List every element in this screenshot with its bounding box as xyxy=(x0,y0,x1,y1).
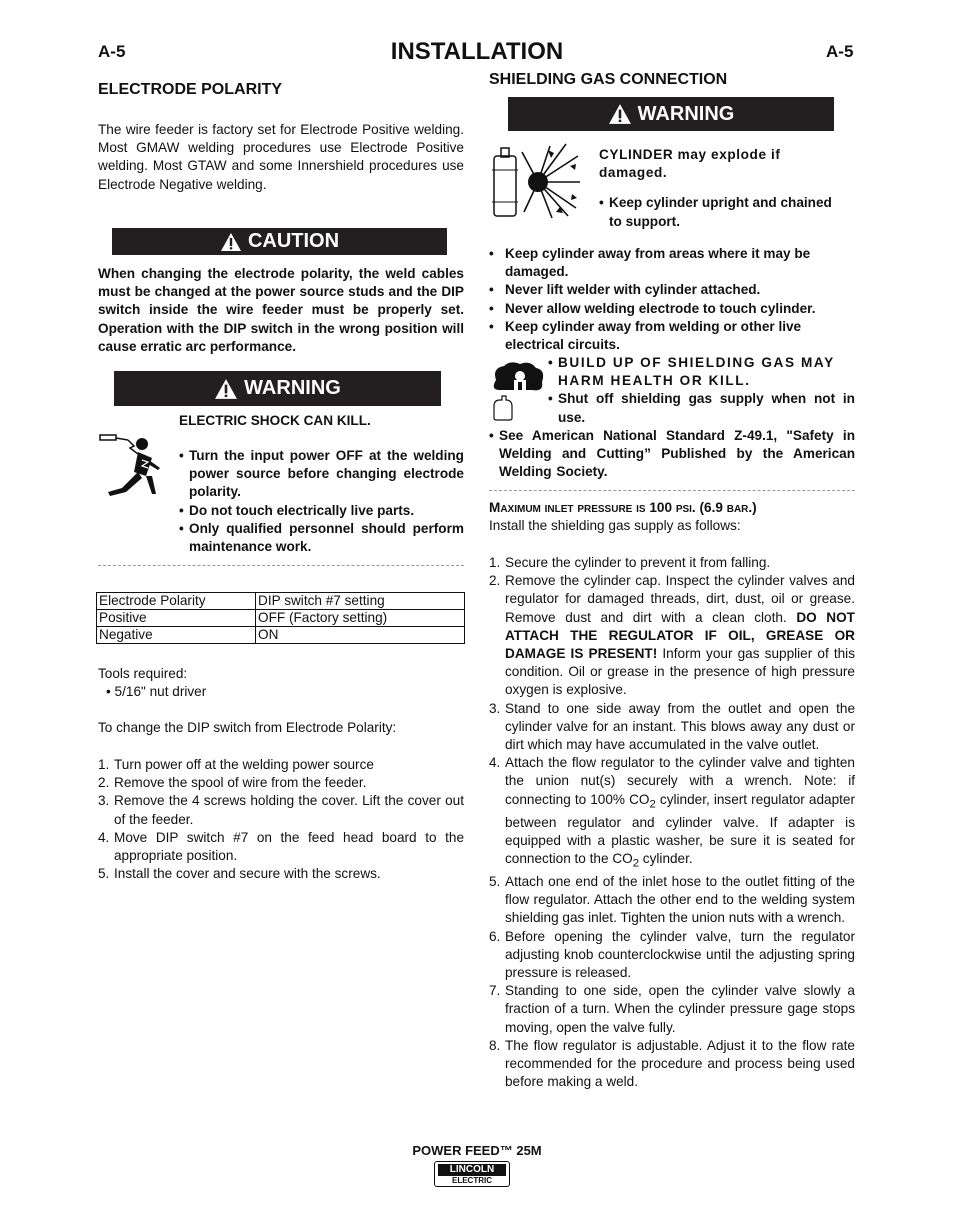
table-row xyxy=(97,593,465,610)
list-item: • Never allow welding electrode to touch cylinder. xyxy=(489,300,816,316)
table-cell: OFF (Factory setting) xyxy=(256,610,465,627)
list-item: • Only qualified personnel should perform maintenance work. xyxy=(179,520,464,555)
table-header-cell: DIP switch #7 setting xyxy=(256,593,465,610)
caution-text: When changing the electrode polarity, the weld cables must be changed at the power source studs and the DIP switch inside the wire feeder must be properly set. Operation with the DIP switch in the wrong position will cause erratic arc performance. xyxy=(98,266,464,354)
change-intro: To change the DIP switch from Electrode Polarity: xyxy=(98,720,397,735)
warning-triangle-icon xyxy=(214,378,238,400)
list-item: • Do not touch electrically live parts. xyxy=(179,502,415,518)
left-warning-banner xyxy=(114,371,441,406)
list-item: • Keep cylinder away from areas where it may be damaged. xyxy=(489,246,811,280)
list-item: 2. Remove the cylinder cap. Inspect the cylinder valves and regulator for damaged threads, dirt, dust, oil or grease. Remove dust and dirt with a clean cloth. DO NOT ATTACH THE REGULATOR IF OIL, GREASE OR DAMAGE IS PRESENT! Inform your gas supplier of this condition. Oil or grease in the presence of high pressure oxygen is explosive. xyxy=(489,573,856,698)
table-cell: Positive xyxy=(97,610,256,627)
tools-label: Tools required: xyxy=(98,666,188,681)
max-pressure: Maximum inlet pressure is 100 psi. (6.9 bar.) xyxy=(489,500,757,515)
gas-warning xyxy=(548,354,855,427)
list-item: 1. Secure the cylinder to prevent it from falling. xyxy=(489,555,771,570)
page-title: INSTALLATION xyxy=(390,38,564,65)
electrode-polarity-intro: The wire feeder is factory set for Electrode Positive welding. Most GMAW welding procedures use Electrode Positive welding. Most GTAW and some Innershield procedures use Electrode Negative welding. xyxy=(98,122,464,192)
ansi-note: • See American National Standard Z-49.1, "Safety in Welding and Cutting” Published by the American Welding Society. xyxy=(489,428,855,480)
footer-product: POWER FEED™ 25M xyxy=(412,1143,542,1158)
cylinder-explosion-icon xyxy=(490,142,582,220)
electrode-polarity-heading: ELECTRODE POLARITY xyxy=(98,81,283,98)
list-item: • Turn the input power OFF at the welding power source before changing electrode polarity. xyxy=(179,448,464,500)
list-item: 1. Turn power off at the welding power source xyxy=(98,757,374,772)
list-item: 2. Remove the spool of wire from the feeder. xyxy=(98,775,367,791)
table-row xyxy=(97,610,465,627)
warning-triangle-icon xyxy=(608,103,632,125)
right-steps-list xyxy=(489,554,855,1091)
cylinder-warning xyxy=(599,146,839,231)
table-row xyxy=(97,627,465,644)
list-item: • Never lift welder with cylinder attached. xyxy=(489,282,761,298)
right-warning-label: WARNING xyxy=(637,102,735,125)
list-item: • Shut off shielding gas supply when not in use. xyxy=(548,391,855,425)
ansi-text: See American National Standard Z-49.1, "Safety in Welding and Cutting” Published by the American Welding Society. xyxy=(499,428,855,480)
table-cell: ON xyxy=(256,627,465,644)
shielding-gas-heading: SHIELDING GAS CONNECTION xyxy=(489,71,728,88)
list-item: 5. Attach one end of the inlet hose to the outlet fitting of the flow regulator. Attach the other end to the welding system shielding gas inlet. Tighten the union nuts with a wrench. xyxy=(489,873,855,926)
electric-shock-title: ELECTRIC SHOCK CAN KILL. xyxy=(179,413,371,428)
list-item: • Keep cylinder away from welding or other live electrical circuits. xyxy=(489,318,802,353)
divider xyxy=(98,565,464,566)
tools-item: • 5/16" nut driver xyxy=(106,684,207,700)
gas-title: • BUILD UP OF SHIELDING GAS MAY HARM HEALTH OR KILL. xyxy=(548,355,835,389)
list-item: • Keep cylinder upright and chained to support. xyxy=(599,195,832,229)
left-steps-list xyxy=(98,756,464,883)
cylinder-title: CYLINDER may explode if damaged. xyxy=(599,147,781,181)
warning-triangle-icon xyxy=(220,232,242,252)
left-warning-label: WARNING xyxy=(244,377,341,399)
list-item: 5. Install the cover and secure with the screws. xyxy=(98,866,381,882)
list-item: 3. Remove the 4 screws holding the cover. Lift the cover out of the feeder. xyxy=(98,793,464,827)
lincoln-logo: LINCOLN ELECTRIC xyxy=(434,1161,510,1187)
table-header-cell: Electrode Polarity xyxy=(97,593,256,610)
list-item: 4. Attach the flow regulator to the cylinder valve and tighten the union nut(s) securely with a wrench. Note: if connecting to 100% $CO_2$ cylinder, insert regulator adapter between regulator and cylinder valve. If adapter is equipped with a plastic washer, be sure it is seated for connection to the $CO_2$ cylinder. xyxy=(489,755,855,870)
cylinder-bullets xyxy=(489,245,855,354)
gas-hazard-icon xyxy=(490,360,548,422)
page-number-left: A-5 xyxy=(98,42,126,61)
polarity-table xyxy=(96,592,465,644)
list-item: 6. Before opening the cylinder valve, turn the regulator adjusting knob counterclockwise until the adjusting spring pressure is released. xyxy=(489,928,855,980)
caution-banner xyxy=(112,228,447,255)
tools-section xyxy=(98,665,464,701)
electric-shock-icon xyxy=(98,432,170,502)
list-item: 7. Standing to one side, open the cylinder valve slowly a fraction of a turn. When the cylinder pressure gage stops moving, open the valve fully. xyxy=(489,983,855,1035)
list-item: 4. Move DIP switch #7 on the feed head board to the appropriate position. xyxy=(98,829,464,864)
shock-list xyxy=(179,447,464,556)
install-intro: Install the shielding gas supply as follows: xyxy=(489,518,741,533)
right-warning-banner xyxy=(508,97,834,131)
caution-label: CAUTION xyxy=(247,230,340,252)
divider xyxy=(489,490,855,491)
table-cell: Negative xyxy=(97,627,256,644)
page-number-right: A-5 xyxy=(826,42,854,61)
list-item: 3. Stand to one side away from the outlet and open the cylinder valve for an instant. This blows away any dust or dirt which may have accumulated in the valve outlet. xyxy=(489,700,855,753)
list-item: 8. The flow regulator is adjustable. Adjust it to the flow rate recommended for the procedure and process being used before making a weld. xyxy=(489,1037,855,1090)
